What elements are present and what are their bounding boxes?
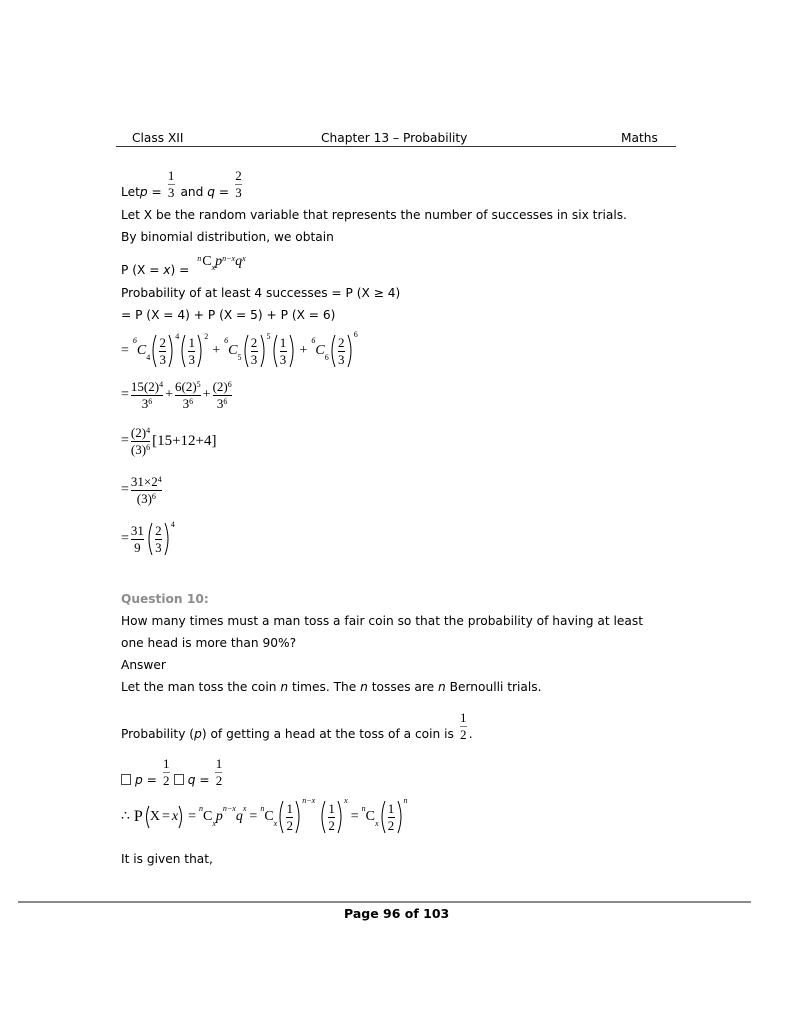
sum-line: = P (X = 4) + P (X = 5) + P (X = 6) (121, 308, 336, 322)
pmf-line (121, 252, 246, 278)
right-paren (164, 522, 171, 556)
right-paren (260, 334, 267, 368)
fraction (328, 802, 335, 833)
C: C (315, 343, 325, 358)
exponent: 4 (157, 474, 162, 484)
numerator: 1 (328, 800, 335, 816)
question-title: Question 10: (121, 592, 209, 606)
left-paren (179, 334, 186, 368)
left-paren (379, 800, 386, 834)
p: p (215, 809, 223, 824)
numerator: 1 (286, 800, 293, 816)
numerator: 2 (250, 334, 258, 350)
text: Probability ( (121, 727, 195, 741)
fraction (131, 475, 162, 506)
text: ) = (170, 263, 194, 277)
numerator: 2 (338, 334, 345, 350)
C: C (202, 809, 213, 824)
denominator: 2 (387, 817, 395, 833)
missing-glyph-box (121, 774, 131, 785)
right-paren (295, 800, 302, 834)
text: Let (121, 185, 140, 199)
left-paren (277, 800, 284, 834)
exponent: n−x (302, 796, 316, 805)
exponent: 6 (227, 379, 232, 389)
denominator: 2 (215, 773, 223, 788)
exp: n−x (222, 804, 236, 813)
exponent: 6 (148, 396, 153, 406)
let-p-q-line (121, 160, 244, 200)
denominator: 3 (159, 351, 166, 367)
denominator: 3 (250, 351, 258, 367)
numerator: (2) (130, 424, 147, 440)
C: C (228, 343, 238, 358)
var-p: p (135, 773, 143, 787)
denominator: (3) (136, 490, 152, 506)
exponent: 6 (189, 396, 194, 406)
footer-rule (18, 901, 751, 903)
sup: 6 (224, 336, 229, 345)
equals: = (121, 387, 129, 402)
text: = (215, 185, 233, 199)
q: q (235, 809, 243, 824)
fraction-half (460, 711, 467, 742)
answer-line-1 (121, 679, 542, 695)
denominator: 3 (235, 185, 242, 200)
page-number: Page 96 of 103 (344, 906, 450, 921)
right-paren (289, 334, 296, 368)
text: times. The (288, 680, 361, 694)
var-p: p (194, 727, 202, 741)
fraction-q-half (215, 757, 222, 788)
denominator: 3 (279, 351, 287, 367)
right-paren (197, 334, 204, 368)
denominator: 3 (182, 395, 190, 411)
final-formula (121, 796, 408, 838)
var-p: p (215, 254, 223, 269)
denominator: 2 (328, 817, 335, 833)
right-paren (168, 334, 175, 368)
equals: = (350, 809, 359, 824)
numerator: 2 (159, 334, 166, 350)
at-least-4-line: Probability of at least 4 successes = P (X ≥ 4) (121, 286, 401, 300)
fraction-p-half (163, 757, 170, 788)
missing-glyph-box (174, 774, 184, 785)
left-paren (150, 334, 157, 368)
text: ) of getting a head at the toss of a coin is (201, 727, 458, 741)
fraction (188, 336, 195, 367)
equals: = (249, 809, 258, 824)
var-p: p (139, 185, 148, 199)
sub-x: x (211, 263, 216, 272)
fraction (338, 336, 345, 367)
text: = (195, 773, 214, 787)
numerator: 1 (188, 334, 195, 350)
fraction (388, 802, 395, 833)
binomial-line: By binomial distribution, we obtain (121, 230, 334, 244)
text: Bernoulli trials. (445, 680, 542, 694)
exponent: 4 (159, 379, 164, 389)
numerator: 1 (162, 756, 170, 771)
exponent: x (344, 796, 348, 805)
fraction-p (168, 169, 175, 200)
exponent: 5 (196, 379, 201, 389)
denominator: 3 (141, 395, 149, 411)
period: . (468, 727, 473, 741)
plus: + (299, 343, 308, 358)
text: = (142, 773, 161, 787)
fraction (159, 336, 166, 367)
numerator: 1 (167, 168, 175, 183)
C: C (264, 809, 274, 824)
sub: 4 (146, 353, 151, 362)
left-paren (146, 522, 153, 556)
text: P (X = (121, 263, 164, 277)
denominator: 3 (167, 185, 175, 200)
equals: = (121, 343, 129, 358)
equals: = (121, 482, 129, 497)
fraction-q (235, 169, 242, 200)
plus: + (212, 343, 221, 358)
exponent: 6 (353, 330, 358, 339)
random-variable-line: Let X be the random variable that represents the number of successes in six trials. (121, 208, 627, 222)
step-1 (121, 330, 358, 372)
right-paren (347, 334, 354, 368)
fraction (251, 336, 258, 367)
header-class: Class XII (132, 131, 184, 145)
question-line-2: one head is more than 90%? (121, 636, 297, 650)
sup: 6 (311, 336, 316, 345)
fraction (286, 802, 293, 833)
pmf-formula (197, 252, 245, 272)
denominator: 9 (134, 539, 141, 555)
denominator: 3 (338, 351, 345, 367)
C: C (202, 254, 212, 269)
step-3 (121, 420, 217, 462)
denominator: 3 (188, 351, 195, 367)
fraction (155, 524, 162, 555)
numerator: 31×2 (130, 473, 158, 489)
equals: = (121, 531, 129, 546)
x: x (171, 809, 179, 824)
sup-n: n (361, 804, 366, 813)
text: tosses are (367, 680, 439, 694)
bracket-sum: [15+12+4] (152, 433, 217, 449)
var-n: n (438, 680, 446, 694)
numerator: 1 (387, 800, 395, 816)
numerator: 6(2) (174, 378, 197, 394)
fraction (131, 380, 163, 411)
step-4 (121, 470, 164, 510)
fraction (131, 524, 144, 555)
left-paren (329, 334, 336, 368)
fraction (213, 380, 232, 411)
denominator: 2 (286, 817, 293, 833)
var-n: n (360, 680, 368, 694)
header-chapter: Chapter 13 – Probability (321, 131, 468, 145)
numerator: 15(2) (130, 378, 160, 394)
exponent: 6 (146, 442, 151, 452)
step-5 (121, 518, 175, 560)
answer-label: Answer (121, 658, 166, 672)
exponent: n (403, 796, 408, 805)
denominator: 2 (162, 773, 170, 788)
C: C (136, 343, 147, 358)
equals: = (161, 809, 170, 824)
C: C (365, 809, 375, 824)
exp: x (242, 254, 246, 263)
header-subject: Maths (621, 131, 658, 145)
equals: = (121, 433, 129, 448)
question-line-1: How many times must a man toss a fair coin so that the probability of having at least (121, 614, 644, 628)
sup-n: n (197, 254, 202, 263)
numerator: 1 (279, 334, 287, 350)
exponent: 5 (266, 332, 271, 341)
sub: 6 (324, 353, 329, 362)
denominator: 3 (155, 539, 162, 555)
denominator: 3 (216, 395, 224, 411)
exponent: 6 (151, 491, 156, 501)
sub-x: x (273, 819, 278, 828)
plus: + (165, 387, 173, 402)
left-paren (143, 805, 150, 829)
fraction (280, 336, 287, 367)
sub-x: x (212, 819, 216, 828)
text: Let the man toss the coin (121, 680, 281, 694)
exponent: 6 (223, 396, 228, 406)
left-paren (242, 334, 249, 368)
X: X (149, 809, 160, 824)
P: P (133, 808, 143, 825)
var-n: n (280, 680, 289, 694)
text: and (176, 185, 208, 199)
numerator: 31 (130, 522, 144, 538)
exponent: 4 (170, 520, 175, 529)
text: = (147, 185, 166, 199)
numerator: (2) (212, 378, 228, 394)
exp: x (242, 804, 247, 813)
exponent: 4 (146, 425, 151, 435)
right-paren (397, 800, 404, 834)
left-paren (319, 800, 326, 834)
var-q: q (207, 185, 216, 199)
numerator: 2 (155, 522, 162, 538)
sup-n: n (260, 804, 265, 813)
given-line: It is given that, (121, 852, 213, 866)
left-paren (271, 334, 278, 368)
step-2 (121, 375, 234, 415)
right-paren (178, 805, 185, 829)
fraction (131, 426, 150, 457)
therefore: ∴ (121, 809, 130, 824)
pq-line (121, 748, 224, 788)
exp: n−x (222, 254, 236, 263)
numerator: 1 (460, 710, 467, 725)
probability-head-line (121, 702, 473, 742)
var-x: x (163, 263, 171, 277)
header-rule (116, 146, 676, 147)
sup: 6 (132, 336, 137, 345)
right-paren (337, 800, 344, 834)
sup-n: n (198, 804, 203, 813)
numerator: 1 (215, 756, 223, 771)
var-q: q (187, 773, 196, 787)
sub: 5 (237, 353, 242, 362)
fraction (175, 380, 201, 411)
plus: + (202, 387, 211, 402)
denominator: 2 (460, 727, 467, 742)
exponent: 2 (204, 332, 209, 341)
equals: = (188, 809, 196, 824)
sub-x: x (374, 819, 379, 828)
numerator: 2 (235, 168, 242, 183)
var-q: q (235, 254, 243, 269)
exponent: 4 (175, 332, 180, 341)
denominator: (3) (130, 441, 147, 457)
